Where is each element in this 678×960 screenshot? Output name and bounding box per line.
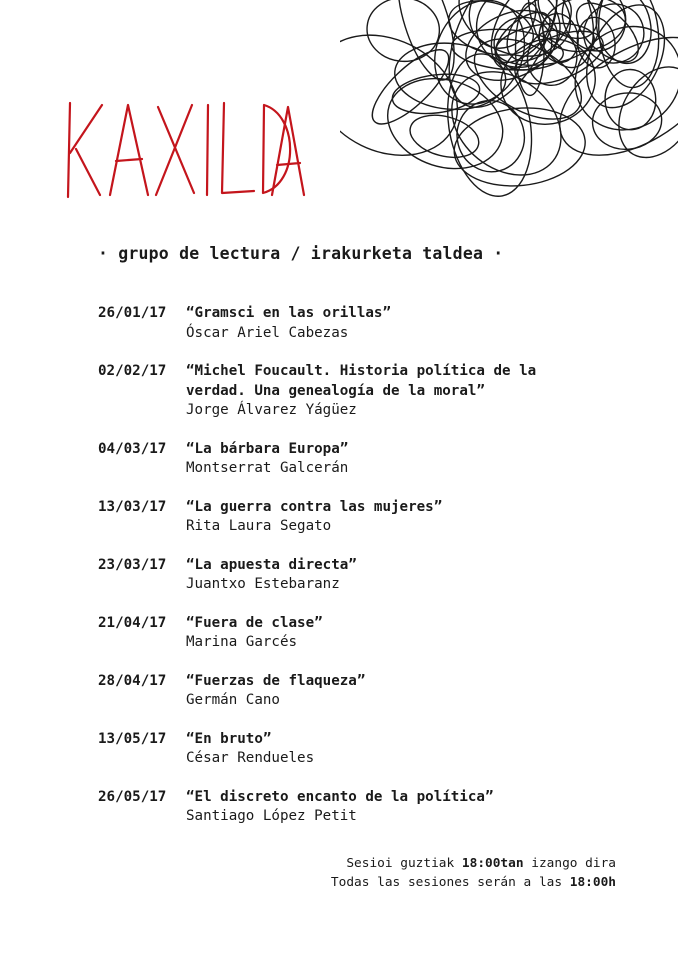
session-item <box>98 498 618 537</box>
session-date: 28/04/17 <box>98 672 167 689</box>
session-item <box>98 614 618 653</box>
scribble-loop <box>362 39 459 135</box>
scribble-loop <box>450 102 589 192</box>
session-title: verdad. Una genealogía de la moral” <box>186 382 485 399</box>
session-item <box>98 304 618 343</box>
note-basque: Sesioi guztiak 18:00tan izango dira <box>346 856 616 871</box>
session-info <box>186 730 618 769</box>
session-item <box>98 672 618 711</box>
session-info <box>186 788 618 827</box>
scribble-loop <box>405 108 483 164</box>
session-author: Montserrat Galcerán <box>186 460 349 476</box>
session-info <box>186 672 618 711</box>
session-date: 13/03/17 <box>98 498 167 515</box>
session-date: 23/03/17 <box>98 556 167 573</box>
session-title: “Michel Foucault. Historia política de la <box>186 363 537 379</box>
session-date: 26/01/17 <box>98 305 167 321</box>
session-author: Juantxo Estebaranz <box>186 576 340 592</box>
session-info <box>186 614 618 653</box>
session-author: Germán Cano <box>186 692 280 708</box>
session-author: Marina Garcés <box>186 634 298 650</box>
session-date: 21/04/17 <box>98 614 167 631</box>
session-author: Rita Laura Segato <box>186 518 332 534</box>
scribble-illustration <box>340 0 678 200</box>
session-info <box>186 440 618 479</box>
kaxilda-logo <box>58 95 308 205</box>
session-title: “Fuerzas de flaqueza” <box>186 672 366 689</box>
session-title: “Fuera de clase” <box>186 614 323 631</box>
scribble-loop <box>364 0 442 65</box>
session-title: “Gramsci en las orillas” <box>186 305 391 321</box>
session-info <box>186 556 618 595</box>
session-date: 02/02/17 <box>98 363 167 379</box>
session-info <box>186 498 618 537</box>
session-list <box>98 304 618 846</box>
session-title: “La guerra contra las mujeres” <box>186 498 443 515</box>
session-author: César Rendueles <box>186 750 315 766</box>
session-title: “La apuesta directa” <box>186 556 357 573</box>
session-item <box>98 730 618 769</box>
session-item <box>98 788 618 827</box>
session-author: Jorge Álvarez Yágüez <box>186 402 357 418</box>
note-spanish: Todas las sesiones serán a las 18:00h <box>330 874 616 890</box>
session-author: Santiago López Petit <box>186 808 357 824</box>
subtitle: · grupo de lectura / irakurketa taldea · <box>98 244 504 263</box>
session-date: 04/03/17 <box>98 440 167 457</box>
session-date: 13/05/17 <box>98 730 167 747</box>
session-item <box>98 362 618 421</box>
session-item <box>98 556 618 595</box>
session-info <box>186 362 618 421</box>
session-author: Óscar Ariel Cabezas <box>186 324 349 341</box>
scribble-loop <box>390 69 482 118</box>
schedule-note <box>331 855 616 892</box>
session-date: 26/05/17 <box>98 788 167 805</box>
session-info <box>186 304 618 343</box>
session-title: “En bruto” <box>186 730 272 747</box>
session-title: “El discreto encanto de la política” <box>186 788 494 805</box>
session-title: “La bárbara Europa” <box>186 440 349 457</box>
session-item <box>98 440 618 479</box>
